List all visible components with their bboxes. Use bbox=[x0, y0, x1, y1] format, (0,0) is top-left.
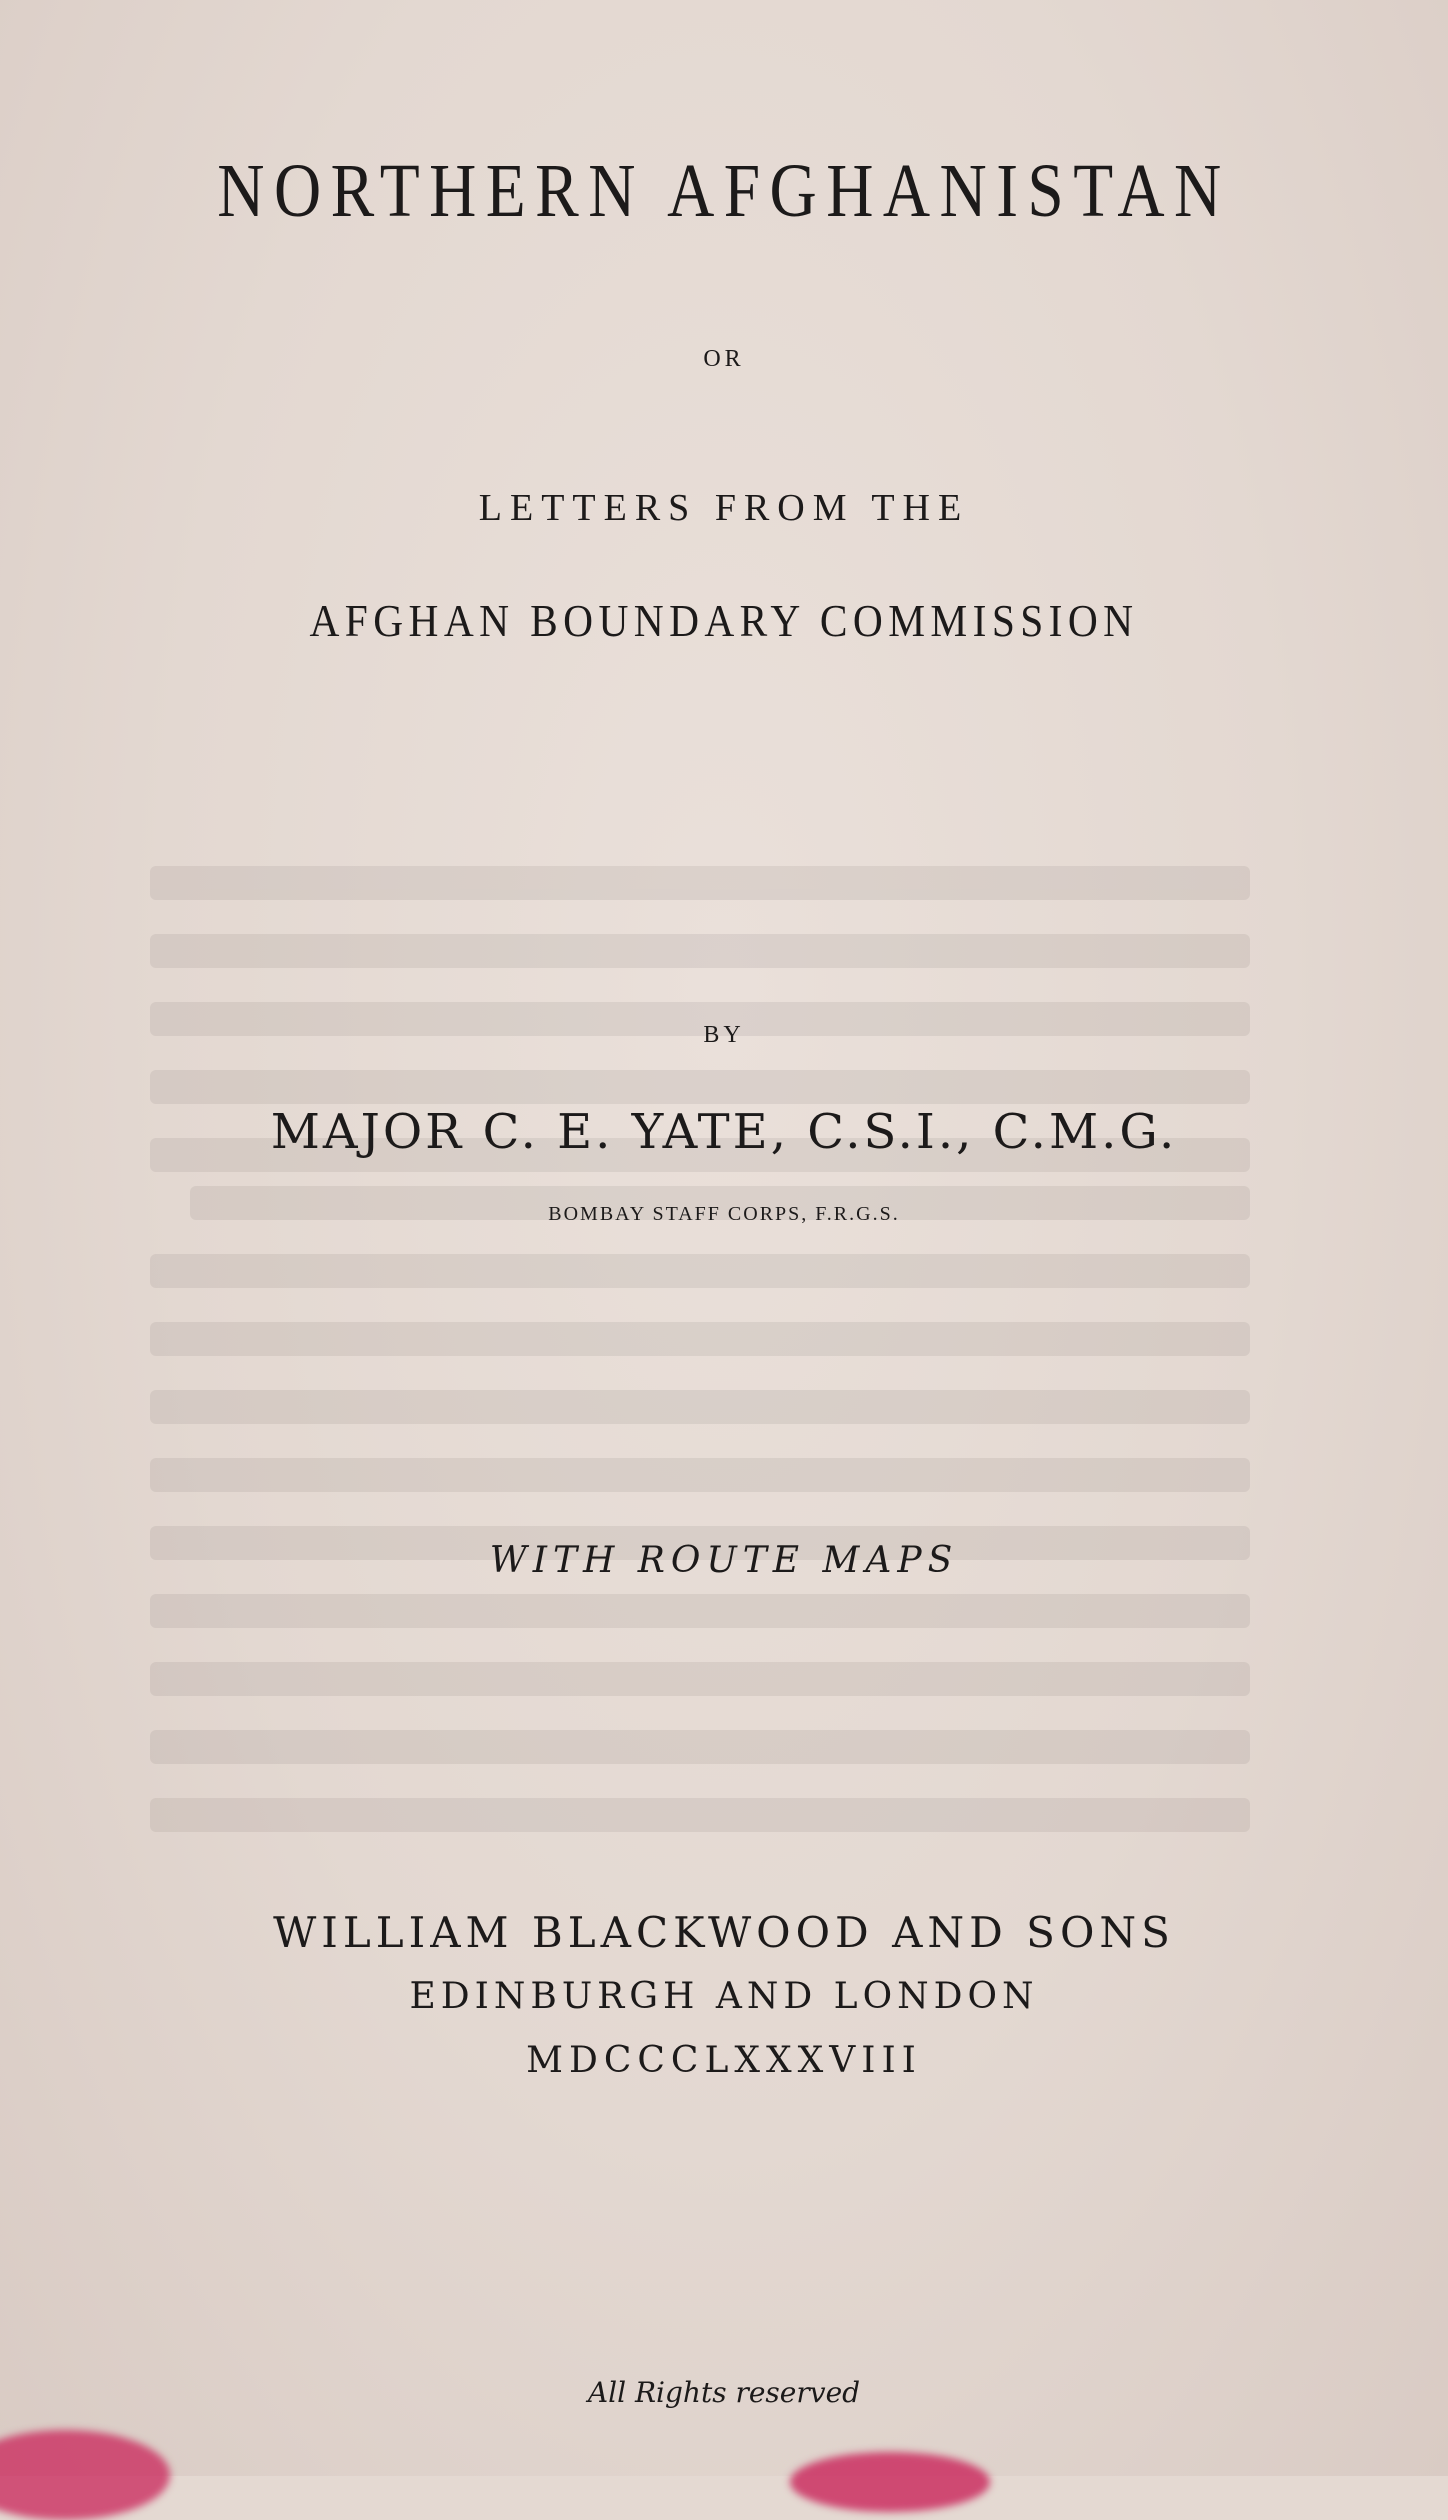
subtitle-line-1: LETTERS FROM THE bbox=[478, 487, 970, 529]
maps-note: WITH ROUTE MAPS bbox=[489, 1540, 959, 1581]
subtitle-line-2: AFGHAN BOUNDARY COMMISSION bbox=[309, 595, 1139, 646]
publisher-name: WILLIAM BLACKWOOD AND SONS bbox=[273, 1908, 1175, 1957]
author-name: MAJOR C. E. YATE, C.S.I., C.M.G. bbox=[270, 1104, 1178, 1160]
publication-year: MDCCCLXXXVIII bbox=[526, 2040, 922, 2081]
title-conjunction: OR bbox=[703, 346, 745, 372]
book-title: NORTHERN AFGHANISTAN bbox=[217, 149, 1231, 233]
by-label: BY bbox=[703, 1022, 745, 1048]
red-stain-center bbox=[790, 2452, 990, 2512]
rights-notice: All Rights reserved bbox=[587, 2376, 861, 2409]
author-affiliation: BOMBAY STAFF CORPS, F.R.G.S. bbox=[548, 1203, 900, 1225]
publisher-location: EDINBURGH AND LONDON bbox=[409, 1976, 1039, 2017]
